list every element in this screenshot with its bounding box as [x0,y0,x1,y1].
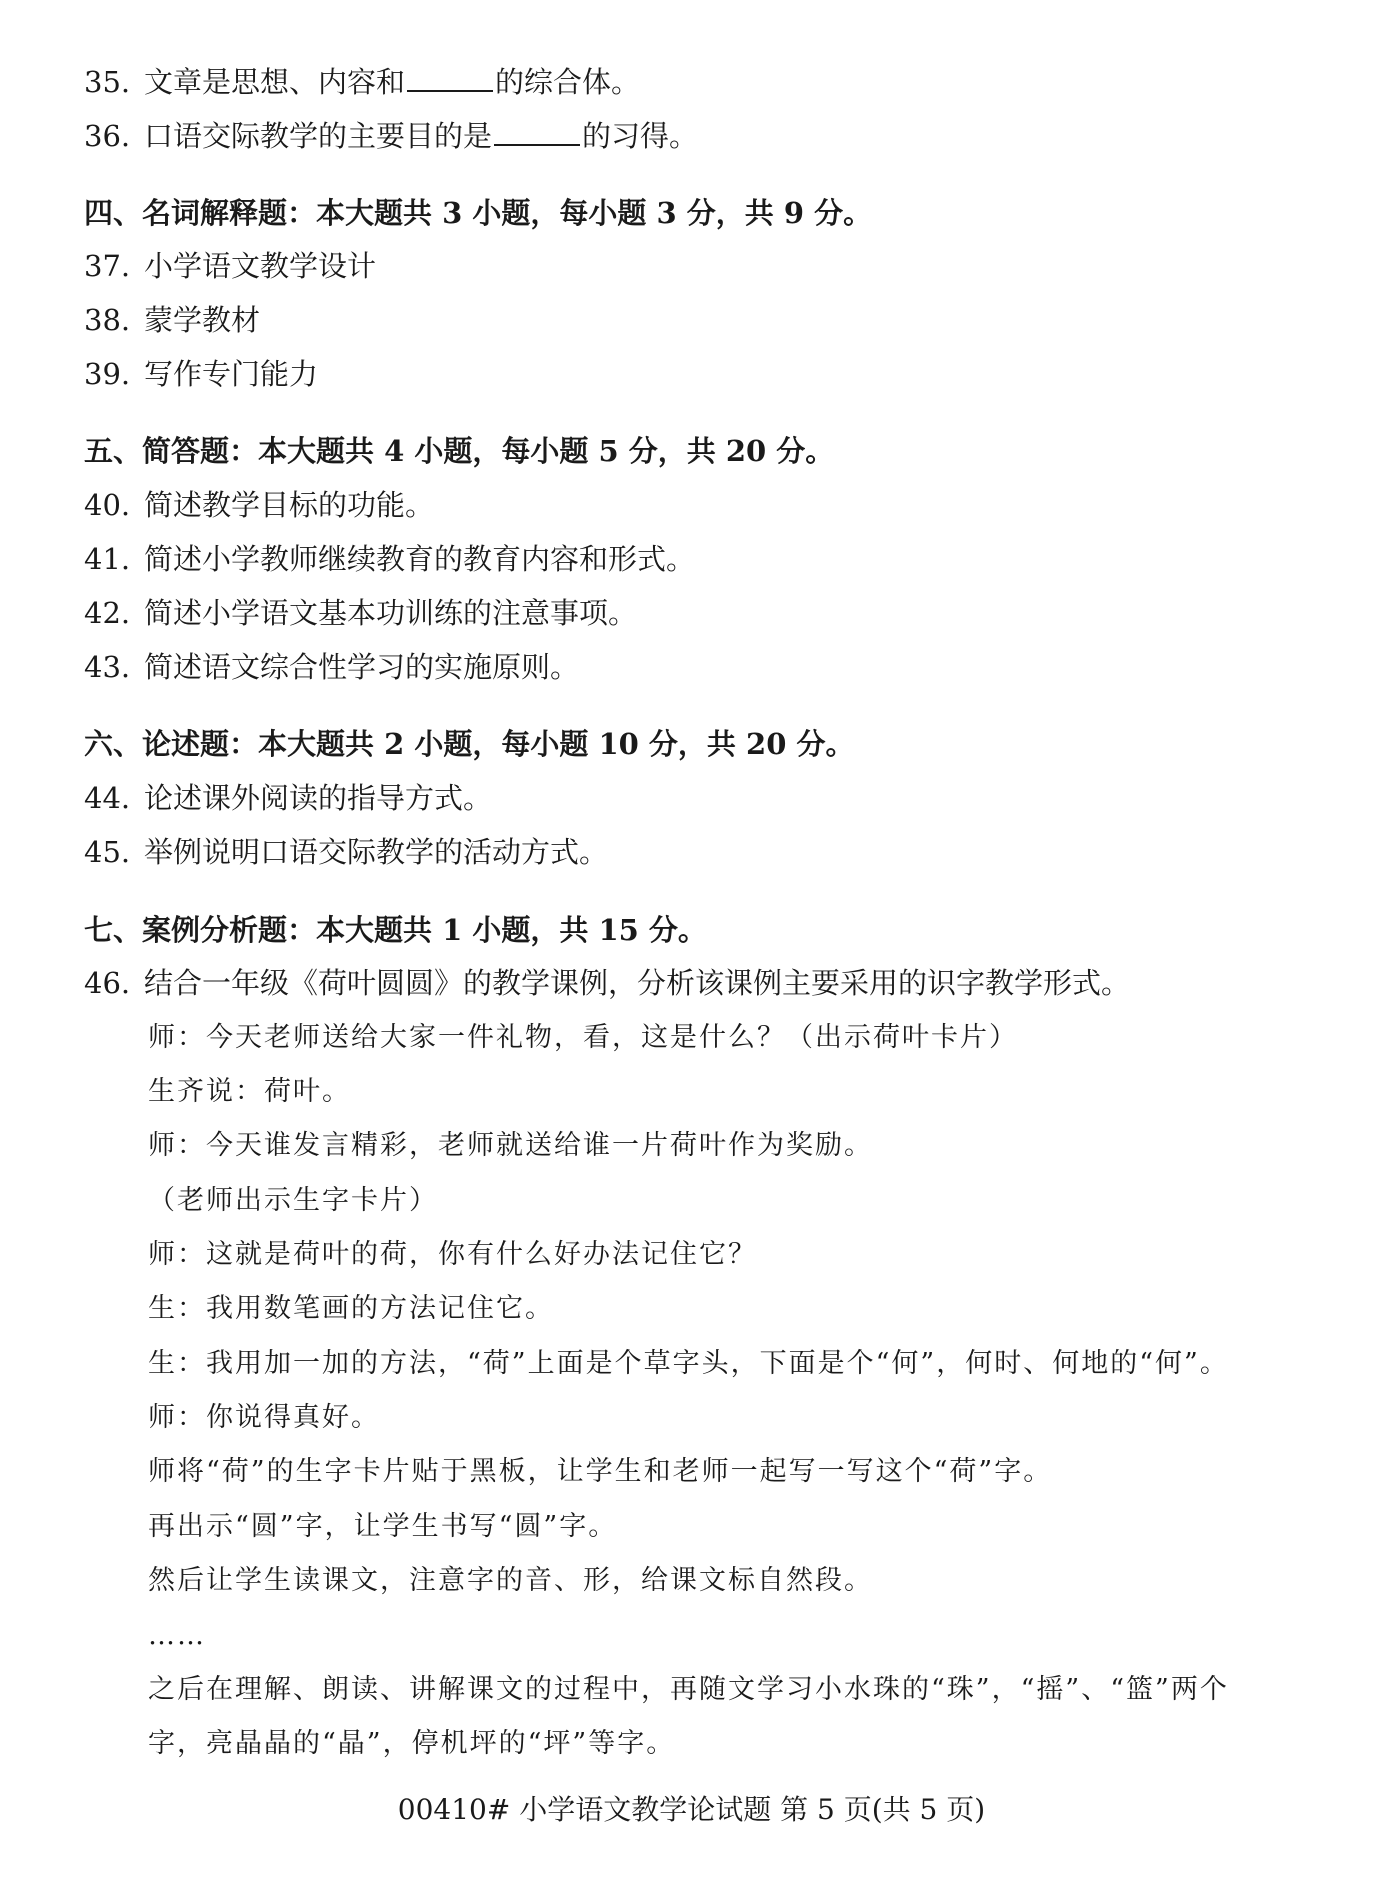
question-text: 简述小学语文基本功训练的注意事项。 [144,596,638,630]
question-40 [84,485,434,525]
question-39 [84,354,318,394]
question-text: 小学语文教学设计 [144,249,377,283]
case-line: 然后让学生读课文，注意字的音、形，给课文标自然段。 [148,1565,873,1596]
answer-blank [407,64,493,92]
question-number: 43. [84,650,131,684]
case-line: 生：我用加一加的方法，“荷”上面是个草字头，下面是个“何”，何时、何地的“何”。 [148,1348,1229,1379]
question-37 [84,246,376,286]
question-45 [84,832,608,872]
case-line: 师将“荷”的生字卡片贴于黑板，让学生和老师一起写一写这个“荷”字。 [148,1456,1053,1487]
question-41 [84,539,695,579]
question-text: 简述语文综合性学习的实施原则。 [144,650,580,684]
case-line: 师：这就是荷叶的荷，你有什么好办法记住它？ [148,1239,757,1270]
question-42 [84,593,637,633]
question-36 [84,116,698,156]
case-line: 字，亮晶晶的“晶”，停机坪的“坪”等字。 [148,1728,676,1759]
case-line: 之后在理解、朗读、讲解课文的过程中，再随文学习小水珠的“珠”，“摇”、“篮”两个 [148,1674,1229,1705]
question-35 [84,62,640,102]
question-number: 36. [84,119,131,153]
section-heading-7: 七、案例分析题：本大题共 1 小题，共 15 分。 [84,913,707,947]
question-text-before: 文章是思想、内容和 [144,65,406,99]
page-footer: 00410# 小学语文教学论试题 第 5 页(共 5 页) [397,1793,986,1826]
section-heading-6: 六、论述题：本大题共 2 小题，每小题 10 分，共 20 分。 [84,727,855,761]
question-number: 45. [84,835,131,869]
question-text: 简述教学目标的功能。 [144,488,435,522]
question-text: 写作专门能力 [144,357,319,391]
answer-blank [494,118,580,146]
question-number: 40. [84,488,131,522]
section-heading-4: 四、名词解释题：本大题共 3 小题，每小题 3 分，共 9 分。 [84,196,873,230]
question-number: 41. [84,542,131,576]
case-line: 师：你说得真好。 [148,1402,380,1433]
question-46 [84,963,1130,1003]
question-43 [84,647,579,687]
question-text-after: 的综合体。 [495,65,641,99]
case-line: （老师出示生字卡片） [148,1185,438,1216]
question-text: 结合一年级《荷叶圆圆》的教学课例，分析该课例主要采用的识字教学形式。 [144,966,1131,1000]
question-text: 举例说明口语交际教学的活动方式。 [144,835,609,869]
section-heading-5: 五、简答题：本大题共 4 小题，每小题 5 分，共 20 分。 [84,434,835,468]
case-line: 生齐说：荷叶。 [148,1076,351,1107]
question-text-after: 的习得。 [582,119,699,153]
case-line: 再出示“圆”字，让学生书写“圆”字。 [148,1511,618,1542]
question-text: 蒙学教材 [144,303,261,337]
question-number: 35. [84,65,131,99]
question-38 [84,300,260,340]
question-number: 38. [84,303,131,337]
question-44 [84,778,492,818]
question-number: 46. [84,966,131,1000]
question-text-before: 口语交际教学的主要目的是 [144,119,493,153]
question-text: 论述课外阅读的指导方式。 [144,781,493,815]
case-ellipsis: …… [148,1620,206,1651]
question-text: 简述小学教师继续教育的教育内容和形式。 [144,542,696,576]
question-number: 39. [84,357,131,391]
question-number: 42. [84,596,131,630]
case-line: 师：今天谁发言精彩，老师就送给谁一片荷叶作为奖励。 [148,1130,873,1161]
case-line: 生：我用数笔画的方法记住它。 [148,1293,554,1324]
question-number: 44. [84,781,131,815]
question-number: 37. [84,249,131,283]
case-line: 师：今天老师送给大家一件礼物，看，这是什么？（出示荷叶卡片） [148,1022,1018,1053]
